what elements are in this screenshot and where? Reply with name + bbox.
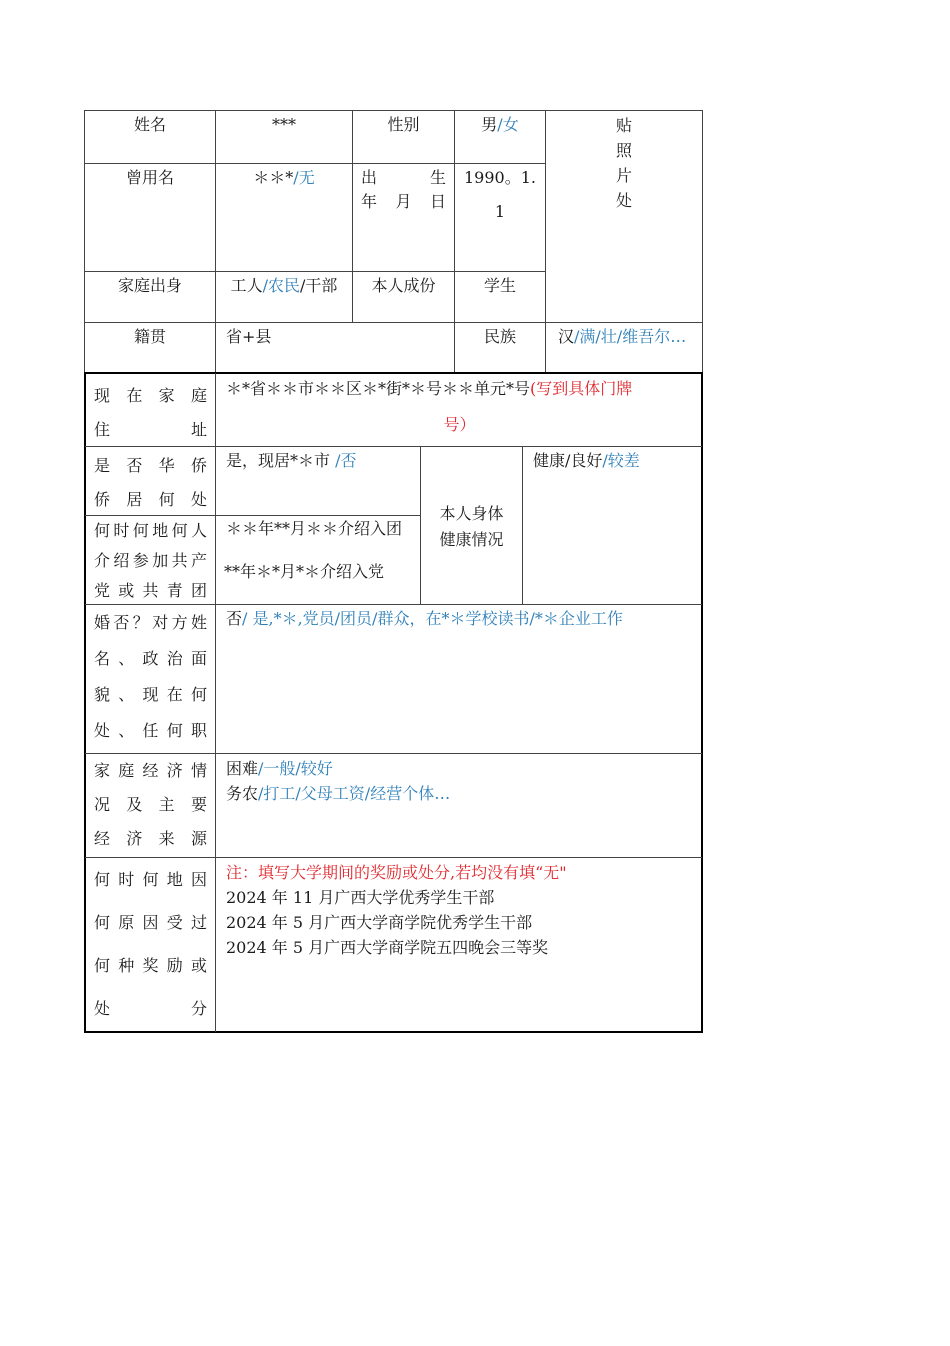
family-origin-label [85, 272, 215, 322]
overseas-label [86, 447, 215, 515]
address-note: 号） [443, 415, 476, 434]
marriage-yes: / 是,*＊,党员/团员/群众，在*＊学校读书/*＊企业工作 [242, 609, 623, 628]
photo-area [546, 111, 702, 322]
marriage-value[interactable] [216, 605, 701, 753]
marriage-label-line: 貌、现在何 [94, 685, 207, 704]
health-label [421, 499, 522, 555]
birth-value[interactable] [455, 164, 545, 271]
ethnic-opt: 汉 [558, 327, 575, 346]
ethnic-label [455, 323, 545, 372]
grid-line [702, 110, 703, 373]
join-label-line: 党 或 共 青 团 [94, 581, 207, 600]
address-line [226, 377, 693, 401]
native-value[interactable] [216, 323, 454, 372]
photo-char: 照 [615, 141, 632, 160]
marriage-label-line: 名、政治面 [94, 649, 207, 668]
marriage-label [86, 605, 215, 753]
economy-label [86, 754, 215, 857]
photo-char: 贴 [615, 116, 632, 135]
self-status-label-text: 本人成份 [371, 276, 436, 295]
overseas-yes: 是，现居*＊市 [226, 451, 331, 470]
award-item: 2024 年 5 月广西大学商学院优秀学生干部 [226, 913, 533, 932]
gender-value[interactable] [455, 111, 545, 163]
family-origin-opt: /农民 [262, 276, 300, 295]
health-label-line: 本人身体 [439, 504, 504, 523]
gender-label [353, 111, 454, 163]
join-value[interactable] [216, 516, 420, 604]
family-origin-opt: 工人 [230, 276, 263, 295]
address-label-line: 住 址 [94, 420, 207, 439]
award-note: 注：填写大学期间的奖励或处分,若均没有填“无" [226, 863, 567, 882]
economy-level [226, 756, 693, 781]
native-label-text: 籍贯 [133, 327, 166, 346]
award-item: 2024 年 11 月广西大学优秀学生干部 [226, 888, 495, 907]
health-label-line: 健康情况 [439, 530, 504, 549]
grid-line [701, 372, 703, 1033]
join-label [86, 516, 215, 604]
overseas-label-line: 侨 居 何 处 [94, 490, 207, 509]
name-label-text: 姓名 [133, 115, 166, 134]
family-origin-opt: /干部 [300, 276, 338, 295]
self-status-label [353, 272, 454, 322]
economy-source [226, 781, 693, 806]
award-value[interactable] [216, 858, 701, 1031]
self-status-value[interactable] [455, 272, 545, 322]
native-label [85, 323, 215, 372]
economy-label-line: 经 济 来 源 [94, 829, 207, 848]
health-opt: /较差 [602, 451, 640, 470]
family-origin-value[interactable] [216, 272, 352, 322]
name-label [85, 111, 215, 163]
award-label-line: 何 时 何 地 因 [94, 870, 207, 889]
birth-label-line: 出 生 [361, 168, 446, 187]
family-origin-label-text: 家庭出身 [117, 276, 182, 295]
address-label [86, 375, 215, 446]
join-party-text: **年＊*月*＊介绍入党 [224, 562, 385, 581]
economy-opt: /打工/父母工资/经营个体… [258, 784, 451, 803]
birth-value-line: 1 [494, 202, 506, 221]
gender-sep: / [497, 115, 503, 134]
overseas-no: /否 [330, 451, 357, 470]
birth-label-line: 年 月 日 [361, 192, 446, 211]
health-value[interactable] [523, 447, 701, 604]
grid-line [84, 372, 703, 374]
name-value[interactable] [216, 111, 352, 163]
former-name-label [85, 164, 215, 271]
photo-char: 片 [615, 166, 632, 185]
economy-label-line: 家 庭 经 济 情 [94, 761, 207, 780]
photo-char: 处 [615, 191, 632, 210]
award-label-line: 何 原 因 受 过 [94, 913, 207, 932]
gender-male: 男 [481, 115, 498, 134]
gender-label-text: 性别 [387, 115, 420, 134]
ethnic-value[interactable] [546, 323, 702, 372]
former-name-label-text: 曾用名 [125, 168, 174, 187]
join-label-line: 何时何地何人 [94, 521, 207, 540]
self-status-text: 学生 [483, 276, 516, 295]
address-value[interactable] [216, 375, 701, 446]
gender-female: 女 [502, 115, 519, 134]
grid-line [84, 1031, 703, 1033]
economy-label-line: 况 及 主 要 [94, 795, 207, 814]
economy-opt: 务农 [226, 784, 259, 803]
address-label-line: 现 在 家 庭 [94, 386, 207, 405]
economy-opt: 困难 [226, 759, 259, 778]
birth-value-line: 1990。1. [464, 168, 536, 187]
address-text: ＊*省＊＊市＊＊区＊*街*＊号＊＊单元*号 [226, 379, 531, 398]
address-note: (写到具体门牌 [530, 379, 633, 398]
award-label-line: 何 种 奖 励 或 [94, 956, 207, 975]
award-label-line: 处 分 [94, 999, 207, 1018]
ethnic-opt: /满/壮/维吾尔… [574, 327, 687, 346]
ethnic-label-text: 民族 [483, 327, 516, 346]
join-league-text: ＊＊年**月＊＊介绍入团 [226, 519, 403, 538]
marriage-label-line: 处、任何职 [94, 721, 207, 740]
former-name-none: /无 [293, 168, 315, 187]
economy-opt: /一般/较好 [258, 759, 333, 778]
award-label [86, 858, 215, 1031]
health-opt: 健康/良好 [533, 451, 603, 470]
former-name-value[interactable] [216, 164, 352, 271]
overseas-value[interactable] [216, 447, 420, 515]
overseas-label-line: 是 否 华 侨 [94, 456, 207, 475]
birth-label [353, 164, 454, 271]
marriage-no: 否 [226, 609, 243, 628]
name-value-text: *** [272, 115, 296, 134]
economy-value[interactable] [216, 754, 701, 857]
former-name-text: ＊＊* [253, 168, 294, 187]
join-label-line: 介绍参加共产 [94, 551, 207, 570]
marriage-label-line: 婚否？对方姓 [94, 613, 207, 632]
award-item: 2024 年 5 月广西大学商学院五四晚会三等奖 [226, 938, 549, 957]
native-value-text: 省+县 [226, 327, 272, 346]
